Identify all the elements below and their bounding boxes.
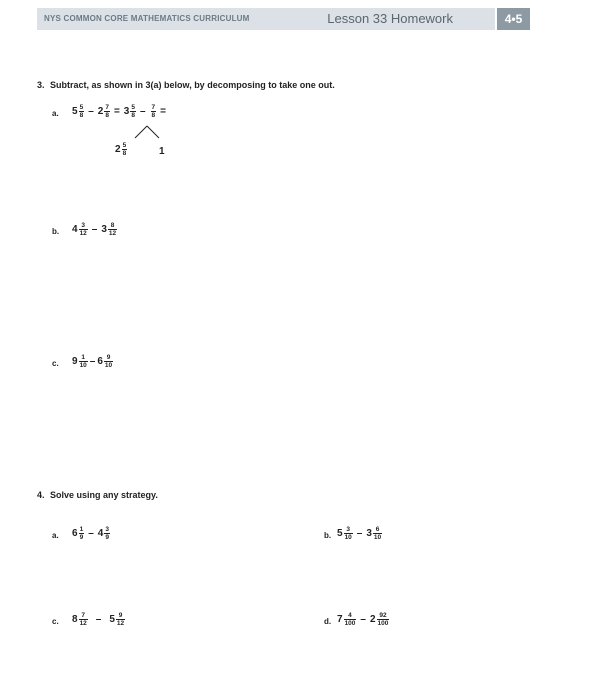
whole-part: 9 — [72, 356, 78, 367]
header-bar — [37, 8, 495, 30]
denominator: 10 — [344, 534, 352, 541]
mixed-number — [98, 526, 110, 541]
branch-line-left — [135, 126, 147, 138]
equals-sign: = — [113, 106, 120, 117]
numerator: 5 — [122, 142, 127, 149]
whole-part: 5 — [109, 614, 115, 625]
branch-left-value — [115, 142, 127, 157]
numerator: 1 — [81, 354, 85, 361]
problem-4c-expression — [72, 612, 125, 627]
equals-sign: = — [160, 106, 166, 117]
mixed-number — [115, 142, 127, 157]
denominator: 8 — [79, 112, 84, 119]
whole-part: 3 — [366, 528, 372, 539]
problem-3a-expression — [72, 104, 170, 119]
mixed-number — [72, 526, 84, 541]
problem-4a-expression — [72, 526, 110, 541]
mixed-number — [72, 222, 88, 237]
minus-sign: – — [356, 528, 363, 539]
denominator: 8 — [122, 150, 127, 157]
fraction — [130, 104, 136, 119]
problem-4b-expression — [337, 526, 382, 541]
problem-4-title — [37, 490, 158, 500]
minus-sign: – — [88, 528, 94, 539]
fraction — [116, 612, 125, 627]
mixed-number — [101, 222, 117, 237]
fraction — [373, 526, 382, 541]
fraction — [104, 526, 110, 541]
problem-4-number: 4. — [37, 490, 45, 500]
problem-4d-label: d. — [324, 617, 332, 626]
problem-3b-expression — [72, 222, 117, 237]
denominator: 100 — [344, 620, 356, 627]
mixed-number — [337, 612, 356, 627]
denominator: 12 — [79, 620, 87, 627]
numerator: 4 — [348, 612, 352, 619]
denominator: 10 — [373, 534, 382, 541]
whole-part: 2 — [369, 614, 376, 625]
fraction — [79, 612, 88, 627]
branch-right-value: 1 — [159, 146, 165, 157]
whole-part: 2 — [115, 144, 121, 155]
problem-4c-label: c. — [52, 617, 59, 626]
whole-part: 7 — [337, 614, 343, 625]
fraction — [108, 222, 117, 237]
numerator: 7 — [151, 104, 156, 111]
mixed-number — [337, 526, 353, 541]
mixed-number — [72, 612, 88, 627]
fraction — [79, 354, 88, 369]
whole-part: 6 — [72, 528, 78, 539]
curriculum-title: NYS COMMON CORE MATHEMATICS CURRICULUM — [44, 14, 250, 23]
problem-3a-label: a. — [52, 109, 59, 118]
numerator: 6 — [375, 526, 380, 533]
whole-part: 2 — [97, 106, 104, 117]
fraction — [151, 104, 157, 119]
problem-4b-label: b. — [324, 531, 332, 540]
branch-line-right — [147, 126, 159, 138]
whole-part: 6 — [97, 356, 103, 367]
whole-part: 3 — [123, 106, 130, 117]
numerator: 3 — [346, 526, 350, 533]
minus-sign: – — [91, 224, 98, 235]
whole-part: 5 — [337, 528, 343, 539]
denominator: 100 — [377, 620, 389, 627]
denominator: 8 — [131, 112, 135, 119]
problem-3-instruction: Subtract, as shown in 3(a) below, by decomposing to take one out. — [50, 80, 335, 90]
page-header — [37, 8, 530, 30]
problem-3-title — [37, 80, 335, 90]
numerator: 1 — [79, 526, 84, 533]
problem-3-number: 3. — [37, 80, 45, 90]
numerator: 8 — [110, 222, 115, 229]
minus-sign: – — [95, 614, 102, 625]
lesson-title: Lesson 33 Homework — [327, 11, 453, 26]
whole-part: 5 — [72, 106, 78, 117]
problem-4d-expression — [337, 612, 389, 627]
numerator: 9 — [118, 612, 123, 619]
numerator: 7 — [81, 612, 85, 619]
problem-3c-expression — [72, 354, 113, 369]
whole-part: 4 — [72, 224, 78, 235]
fraction — [122, 142, 128, 157]
mixed-number — [97, 354, 113, 369]
grade-badge: 4•5 — [497, 8, 530, 30]
mixed-number — [109, 612, 125, 627]
mixed-number — [72, 354, 88, 369]
fraction — [344, 612, 357, 627]
minus-sign: – — [360, 614, 366, 625]
denominator: 8 — [105, 112, 109, 119]
minus-sign: – — [88, 106, 94, 117]
numerator: 5 — [131, 104, 135, 111]
mixed-number — [370, 612, 389, 627]
denominator: 12 — [108, 230, 117, 237]
fraction — [79, 104, 85, 119]
problem-4-instruction: Solve using any strategy. — [50, 490, 158, 500]
numerator: 92 — [379, 612, 387, 619]
mixed-number — [72, 104, 84, 119]
numerator: 5 — [79, 104, 84, 111]
fraction — [79, 526, 85, 541]
fraction — [79, 222, 88, 237]
denominator: 10 — [104, 362, 113, 369]
fraction — [104, 354, 113, 369]
mixed-number — [98, 104, 110, 119]
denominator: 9 — [105, 534, 109, 541]
denominator: 10 — [79, 362, 87, 369]
denominator: 9 — [79, 534, 84, 541]
decomposition-branch-lines — [132, 125, 162, 139]
mixed-number — [366, 526, 382, 541]
problem-4a-label: a. — [52, 531, 59, 540]
minus-sign: – — [89, 356, 96, 367]
numerator: 3 — [105, 526, 109, 533]
fraction — [377, 612, 390, 627]
denominator: 12 — [79, 230, 87, 237]
denominator: 8 — [151, 112, 156, 119]
whole-part: 3 — [101, 224, 107, 235]
fraction — [104, 104, 110, 119]
fraction — [344, 526, 353, 541]
whole-part: 4 — [97, 528, 104, 539]
numerator: 7 — [105, 104, 109, 111]
whole-part: 8 — [72, 614, 78, 625]
minus-sign: – — [139, 106, 146, 117]
mixed-number — [124, 104, 136, 119]
numerator: 9 — [106, 354, 111, 361]
problem-3b-label: b. — [52, 227, 60, 236]
denominator: 12 — [116, 620, 125, 627]
problem-3c-label: c. — [52, 359, 59, 368]
numerator: 3 — [81, 222, 85, 229]
